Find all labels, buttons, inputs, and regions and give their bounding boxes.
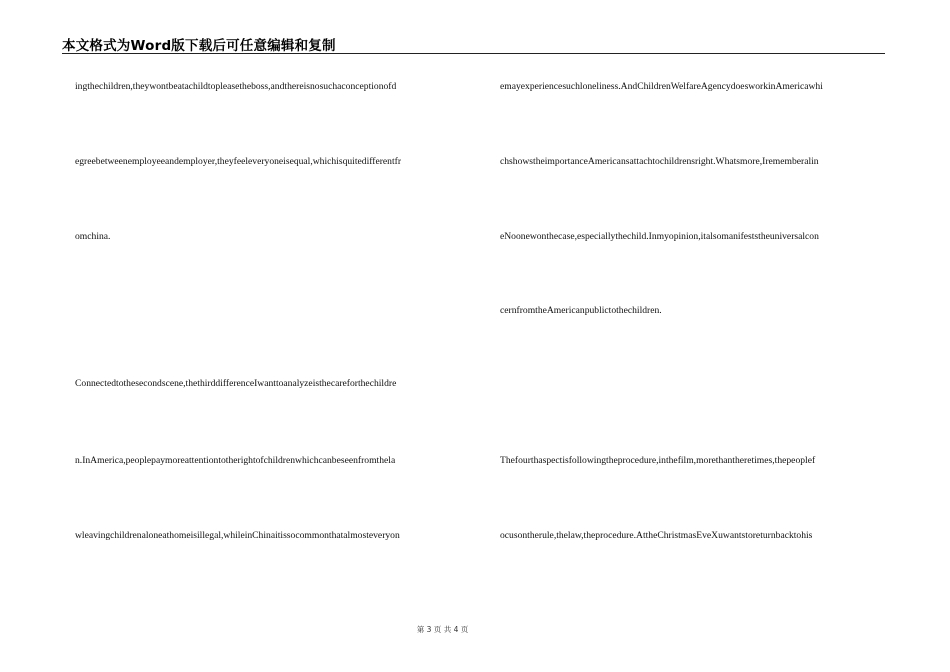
text-line: ingthechildren,theywontbeatachildtopleasetheboss,andthereisnosuchaconceptionofd	[75, 81, 397, 92]
page-number: 第 3 页 共 4 页	[416, 625, 469, 634]
header-divider	[62, 53, 885, 54]
text-line: omchina.	[75, 231, 111, 242]
page-title: 本文格式为Word版下载后可任意编辑和复制	[62, 38, 336, 54]
text-line: emayexperiencesuchloneliness.AndChildrenWelfareAgencydoesworkinAmericawhi	[500, 81, 823, 92]
text-line: Thefourthaspectisfollowingtheprocedure,inthefilm,morethantheretimes,thepeoplef	[500, 455, 816, 466]
text-line: wleavingchildrenaloneathomeisillegal,whileinChinaitissocommonthatalmosteveryon	[75, 530, 400, 541]
text-line: chshowstheimportanceAmericansattachtochildrensright.Whatsmore,Irememberalin	[500, 156, 819, 167]
text-line: cernfromtheAmericanpublictothechildren.	[500, 305, 662, 316]
text-line: eNoonewonthecase,especiallythechild.Inmyopinion,italsomanifeststheuniversalcon	[500, 231, 819, 242]
text-line: n.InAmerica,peoplepaymoreattentiontotherightofchildrenwhichcanbeseenfromthela	[75, 455, 396, 466]
text-line: egreebetweenemployeeandemployer,theyfeeleveryoneisequal,whichisquitedifferentfr	[75, 156, 402, 167]
text-line: ocusontherule,thelaw,theprocedure.AttheChristmasEveXuwantstoreturnbacktohis	[500, 530, 813, 541]
text-line: Connectedtothesecondscene,thethirddifferenceIwanttoanalyzeisthecareforthechildre	[75, 378, 397, 389]
